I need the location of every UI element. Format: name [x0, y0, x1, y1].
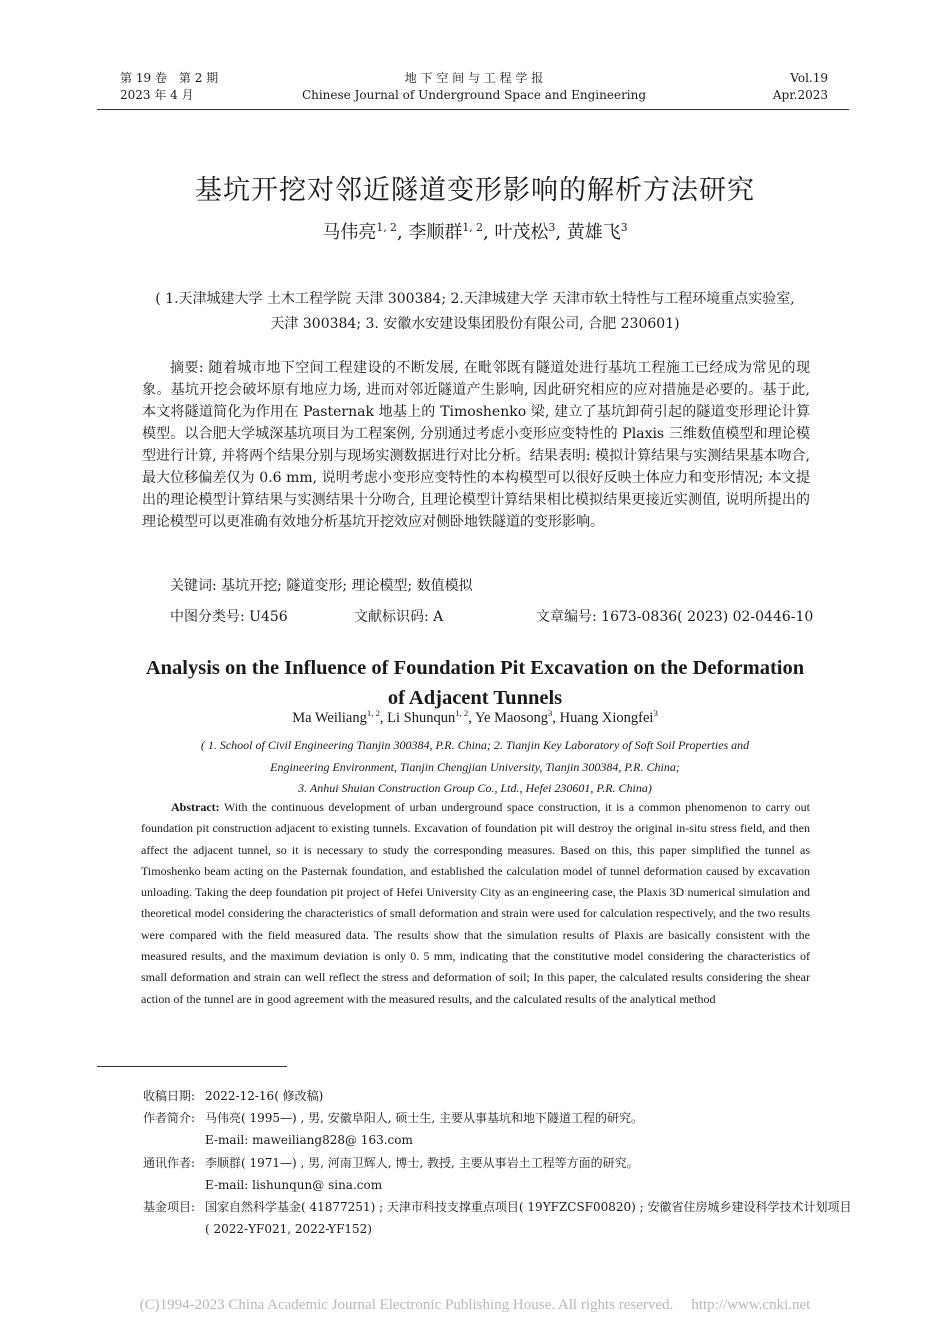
affiliation-cn	[90, 287, 860, 337]
author-name: Li Shunqun	[387, 710, 456, 726]
affiliation-cn-line: 天津 300384; 3. 安徽水安建设集团股份有限公司, 合肥 230601)	[270, 316, 680, 332]
copyright-text: (C)1994-2023 China Academic Journal Electronic Publishing House. All rights reserved.	[139, 1297, 674, 1313]
author-affiliation-mark: 1, 2	[462, 221, 483, 234]
author-name: 马伟亮	[322, 222, 377, 243]
abstract-en-label: Abstract:	[171, 800, 220, 814]
footnote-label: 作者简介:	[143, 1111, 196, 1126]
author-name: Huang Xiongfei	[559, 710, 654, 726]
author-name: Ye Maosong	[474, 710, 549, 726]
footnote-author	[143, 1107, 853, 1151]
footnote-label: 收稿日期:	[143, 1089, 196, 1103]
affiliation-en-line: Engineering Environment, Tianjin Chengjian University, Tianjin 300384, P.R. China;	[270, 759, 680, 774]
author-affiliation-mark: 1, 2	[366, 708, 380, 719]
author-bio: 马伟亮( 1995—) , 男, 安徽阜阳人, 硕士生, 主要从事基坑和地下隧道工程的研究。	[205, 1111, 644, 1126]
author-name: 黄雄飞	[566, 222, 621, 243]
footnote-label: 基金项目:	[143, 1200, 196, 1215]
abstract-cn	[142, 357, 810, 533]
affiliation-en-line: ( 1. School of Civil Engineering Tianjin 300384, P.R. China; 2. Tianjin Key Laboratory of Soft Soil Properties and	[200, 738, 750, 752]
corresponding-bio: 李顺群( 1971—) , 男, 河南卫辉人, 博士, 教授, 主要从事岩土工程等方面的研究。	[205, 1155, 639, 1170]
paper-title-cn: 基坑开挖对邻近隧道变形影响的解析方法研究	[195, 175, 755, 206]
paper-title-en	[95, 653, 855, 713]
footnote-corresponding	[143, 1152, 853, 1196]
keywords-cn: 关键词: 基坑开挖; 隧道变形; 理论模型; 数值模拟	[170, 578, 473, 594]
author-name: 李顺群	[408, 222, 463, 243]
header-journal-cn: 地 下 空 间 与 工 程 学 报	[404, 71, 544, 85]
affiliation-en	[140, 735, 810, 800]
received-date: 2022-12-16( 修改稿)	[205, 1089, 324, 1103]
abstract-en-paragraph	[141, 797, 810, 1010]
footnote-received	[143, 1085, 853, 1107]
corresponding-email: E-mail: lishunqun@ sina.com	[205, 1177, 383, 1192]
document-code: 文献标识码: A	[354, 609, 444, 625]
author-affiliation-mark: 3	[653, 708, 658, 719]
author-affiliation-mark: 3	[548, 221, 556, 234]
footnotes	[143, 1085, 853, 1240]
affiliation-cn-line: ( 1.天津城建大学 土木工程学院 天津 300384; 2.天津城建大学 天津市软土特性与工程环境重点实验室,	[155, 291, 795, 307]
clc-number: 中图分类号: U456	[170, 609, 288, 625]
author-affiliation-mark: 3	[548, 708, 553, 719]
header-vol: Vol.19	[790, 71, 828, 85]
author-email: E-mail: maweiliang828@ 163.com	[205, 1133, 413, 1148]
author-list-en: Ma Weiliang$^{1, 2}$, Li Shunqun$^{1, 2}$, Ye Maosong$^3$, Huang Xiongfei$^3$	[292, 708, 658, 726]
header-date-en: Apr.2023	[772, 88, 828, 102]
header-journal-name	[120, 70, 828, 104]
abstract-cn-text: 摘要: 随着城市地下空间工程建设的不断发展, 在毗邻既有隧道处进行基坑工程施工已经成为常见的现象。基坑开挖会破坏原有地应力场, 进而对邻近隧道产生影响, 因此研究相应的应对措施是必要的。基于此, 本文将隧道简化为作用在 Pasternak 地基上的 Timoshenko 梁, 建立了基坑卸荷引起的隧道变形理论计算模型。以合肥大学城深基坑项目为工程案例, 分别通过考虑小变形应变特性的 Plaxis 三维数值模型和理论模型进行计算, 并将两个结果分别与现场实测数据进行对比分析。结果表明: 模拟计算结果与实测结果基本吻合, 最大位移偏差仅为 0.6 mm, 说明考虑小变形应变特性的本构模型可以很好反映土体应力和变形情况; 本文提出的理论模型计算结果与实测结果十分吻合, 且理论模型计算结果相比模拟结果更接近实测值, 说明所提出的理论模型可以更准确有效地分析基坑开挖效应对侧卧地铁隧道的变形影响。	[142, 360, 810, 530]
author-name: 叶茂松	[494, 222, 549, 243]
website-link[interactable]: http://www.cnki.net	[691, 1297, 811, 1313]
header-journal-en: Chinese Journal of Underground Space and Engineering	[301, 88, 647, 102]
header-vol-en	[773, 70, 828, 104]
paper-title-en-line: of Adjacent Tunnels	[387, 687, 563, 709]
running-header	[120, 70, 828, 110]
copyright-watermark	[0, 1297, 950, 1314]
author-name: Ma Weiliang	[292, 710, 367, 726]
paper-title-en-line: Analysis on the Influence of Foundation Pit Excavation on the Deformation	[145, 657, 805, 679]
footnote-divider	[97, 1066, 287, 1067]
author-affiliation-mark: 3	[620, 221, 628, 234]
header-date-cn: 2023 年 4 月	[120, 88, 194, 102]
header-divider	[97, 109, 849, 110]
author-affiliation-mark: 1, 2	[376, 221, 397, 234]
footnote-label: 通讯作者:	[143, 1155, 196, 1170]
affiliation-en-line: 3. Anhui Shuian Construction Group Co., Ltd., Hefei 230601, P.R. China)	[298, 781, 652, 795]
abstract-en-text: With the continuous development of urban underground space construction, it is a common phenomenon to carry out foundation pit construction adjacent to existing tunnels. Excavation of foundation pit will destroy the original in-situ stress field, and then affect the adjacent tunnel, so it is necessary to study the corresponding measures. Based on this, this paper simplified the tunnel as Timoshenko beam acting on the Pasternak foundation, and established the calculation model of tunnel deformation caused by excavation unloading. Taking the deep foundation pit project of Hefei University City as an engineering case, the Plaxis 3D numerical simulation and theoretical model considering the characteristics of small deformation and strain were used for calculation respectively, and the two results were compared with the field measured data. The results show that the simulation results of Plaxis are basically consistent with the measured results, and the maximum deviation is only 0. 5 mm, indicating that the constitutive model considering the characteristics of small deformation and strain can well reflect the stress and deformation of soil; In this paper, the calculated results considering the shear action of the tunnel are in good agreement with the measured results, and the calculated results of the analytical method	[141, 800, 810, 1006]
fund-info: 国家自然科学基金( 41877251) ; 天津市科技支撑重点项目( 19YFZCSF00820) ; 安徽省住房城乡建设科学技术计划项目( 2022-YF021, 2022-YF152)	[205, 1200, 852, 1237]
author-list-cn: 马伟亮$^{1, 2}$, 李顺群$^{1, 2}$, 叶茂松$^3$, 黄雄飞$^3$	[322, 221, 628, 243]
footnote-fund	[143, 1196, 853, 1240]
author-affiliation-mark: 1, 2	[455, 708, 469, 719]
article-number: 文章编号: 1673-0836( 2023) 02-0446-10	[536, 609, 814, 625]
header-volume: 第 19 卷 第 2 期	[120, 71, 219, 85]
abstract-en	[141, 797, 810, 1010]
